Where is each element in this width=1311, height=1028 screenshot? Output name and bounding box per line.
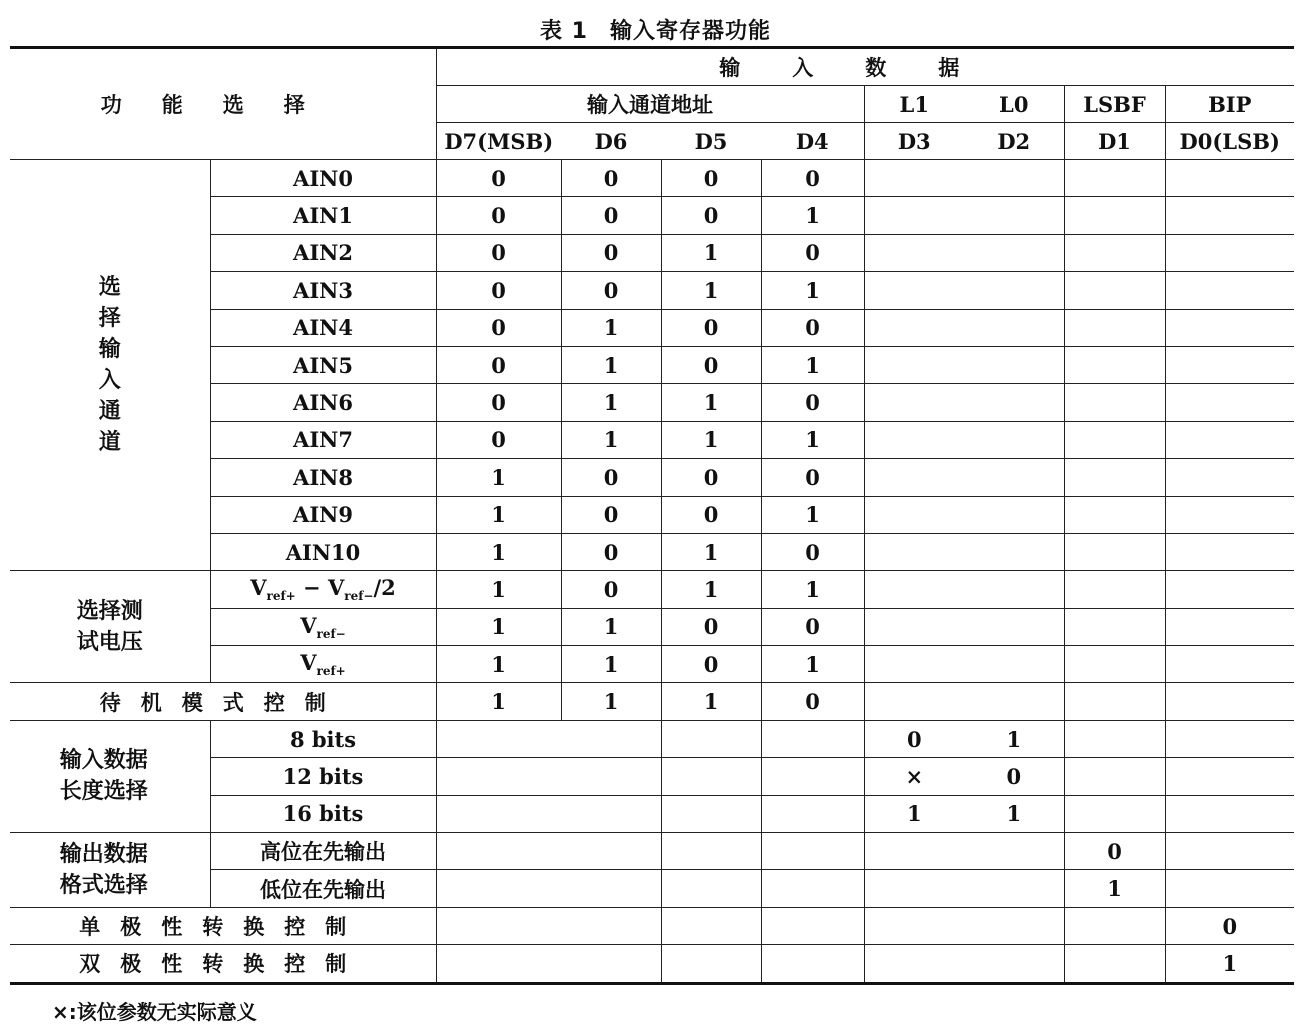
empty-cell <box>864 496 964 533</box>
empty-cell <box>864 571 964 608</box>
empty-cell <box>964 833 1064 870</box>
bit-cell: 1 <box>561 346 661 383</box>
bit-cell: 0 <box>436 272 561 309</box>
bit-cell: 1 <box>661 234 761 271</box>
bit-cell: 0 <box>661 160 761 197</box>
bit-cell: 0 <box>561 272 661 309</box>
empty-cell <box>561 870 661 907</box>
bit-cell: 1 <box>436 459 561 496</box>
empty-cell <box>1064 346 1165 383</box>
empty-cell <box>864 272 964 309</box>
table-row <box>10 571 1294 608</box>
empty-cell <box>864 646 964 683</box>
table-row <box>10 945 1294 983</box>
empty-cell <box>1165 309 1294 346</box>
bit-cell: 0 <box>561 197 661 234</box>
bit-cell: 0 <box>436 160 561 197</box>
empty-cell <box>436 907 561 944</box>
empty-cell <box>436 720 561 757</box>
empty-cell <box>864 421 964 458</box>
length-group-label: 输入数据长度选择 <box>10 720 210 832</box>
bit-cell: 0 <box>661 496 761 533</box>
empty-cell <box>1064 683 1165 720</box>
bit-cell: 0 <box>561 533 661 570</box>
empty-cell <box>864 683 964 720</box>
bit-cell: 0 <box>661 459 761 496</box>
empty-cell <box>964 907 1064 944</box>
bit-cell: 1 <box>436 533 561 570</box>
bit-cell: 0 <box>761 234 864 271</box>
bit-cell: 0 <box>761 608 864 645</box>
empty-cell <box>1064 197 1165 234</box>
bit-cell: 1 <box>561 384 661 421</box>
empty-cell <box>964 160 1064 197</box>
table-title-text: 输入寄存器功能 <box>609 19 771 44</box>
empty-cell <box>661 870 761 907</box>
empty-cell <box>1165 646 1294 683</box>
bit-cell: 0 <box>436 197 561 234</box>
empty-cell <box>1165 234 1294 271</box>
empty-cell <box>561 833 661 870</box>
empty-cell <box>661 720 761 757</box>
bit-cell: 1 <box>436 608 561 645</box>
table-row <box>10 160 1294 197</box>
empty-cell <box>1064 795 1165 832</box>
row-label: AIN10 <box>210 533 436 570</box>
bit-cell: 1 <box>436 646 561 683</box>
bit-cell: 0 <box>561 234 661 271</box>
bit-cell: 1 <box>436 496 561 533</box>
empty-cell <box>1165 384 1294 421</box>
empty-cell <box>436 945 561 983</box>
empty-cell <box>1165 459 1294 496</box>
bit-cell: 1 <box>761 421 864 458</box>
row-label: 低位在先输出 <box>210 870 436 907</box>
empty-cell <box>964 646 1064 683</box>
row-label: 16 bits <box>210 795 436 832</box>
empty-cell <box>561 945 661 983</box>
empty-cell <box>561 758 661 795</box>
empty-cell <box>436 795 561 832</box>
empty-cell <box>964 683 1064 720</box>
empty-cell <box>864 907 964 944</box>
bit-cell: 0 <box>561 459 661 496</box>
bipolar-label: 双极性转换控制 <box>10 945 436 983</box>
empty-cell <box>436 833 561 870</box>
bit-cell: 0 <box>561 496 661 533</box>
empty-cell <box>1165 421 1294 458</box>
row-label: $V_{ref-}$ <box>210 608 436 645</box>
empty-cell <box>661 795 761 832</box>
bit-cell: 1 <box>436 683 561 720</box>
empty-cell <box>1165 758 1294 795</box>
empty-cell <box>864 608 964 645</box>
empty-cell <box>1165 833 1294 870</box>
bit-cell: 0 <box>761 384 864 421</box>
bit-cell: 1 <box>761 571 864 608</box>
bit-cell: 1 <box>661 683 761 720</box>
header-row-1 <box>10 48 1294 86</box>
bit-cell: 1 <box>761 346 864 383</box>
bit-cell: 1 <box>761 646 864 683</box>
channel-group-label: 选择输入通道 <box>10 160 210 571</box>
empty-cell <box>1064 608 1165 645</box>
table-title <box>0 14 1311 45</box>
empty-cell <box>964 309 1064 346</box>
bit-cell: 0 <box>1064 833 1165 870</box>
empty-cell <box>964 384 1064 421</box>
empty-cell <box>761 758 864 795</box>
bit-cell: 0 <box>761 459 864 496</box>
empty-cell <box>964 571 1064 608</box>
table-number: 表 1 <box>540 19 588 44</box>
bit-cell: 0 <box>561 571 661 608</box>
func-select-header: 功能选择 <box>10 48 436 160</box>
bit-cell: 0 <box>761 533 864 570</box>
empty-cell <box>1064 234 1165 271</box>
empty-cell <box>1165 795 1294 832</box>
bit-header: D0(LSB) <box>1165 123 1294 160</box>
bit-cell: 0 <box>436 234 561 271</box>
empty-cell <box>661 758 761 795</box>
addr-group-header: 输入通道地址 <box>436 86 864 123</box>
bit-cell: 1 <box>561 309 661 346</box>
empty-cell <box>964 234 1064 271</box>
bit-cell: 0 <box>436 309 561 346</box>
bit-cell: 0 <box>864 720 964 757</box>
row-label: AIN5 <box>210 346 436 383</box>
bit-cell: 0 <box>661 346 761 383</box>
empty-cell <box>864 384 964 421</box>
standby-label: 待机模式控制 <box>10 683 436 720</box>
empty-cell <box>661 945 761 983</box>
l1-header: L1 <box>864 86 964 123</box>
row-label: AIN0 <box>210 160 436 197</box>
bit-cell: 0 <box>661 608 761 645</box>
bit-header: D7(MSB) <box>436 123 561 160</box>
row-label: AIN3 <box>210 272 436 309</box>
empty-cell <box>864 459 964 496</box>
bit-cell: 1 <box>761 272 864 309</box>
empty-cell <box>1165 608 1294 645</box>
row-label: AIN6 <box>210 384 436 421</box>
table-row <box>10 720 1294 757</box>
bit-cell: 0 <box>561 160 661 197</box>
bit-header: D1 <box>1064 123 1165 160</box>
row-label: AIN1 <box>210 197 436 234</box>
bit-cell: 1 <box>964 795 1064 832</box>
empty-cell <box>1064 945 1165 983</box>
bit-cell: 0 <box>436 421 561 458</box>
empty-cell <box>964 496 1064 533</box>
row-label: AIN7 <box>210 421 436 458</box>
empty-cell <box>964 272 1064 309</box>
empty-cell <box>864 833 964 870</box>
unipolar-label: 单极性转换控制 <box>10 907 436 944</box>
empty-cell <box>864 533 964 570</box>
bit-cell: 0 <box>436 384 561 421</box>
empty-cell <box>1165 496 1294 533</box>
input-data-header: 输入数据 <box>436 48 1294 86</box>
bit-cell: 1 <box>661 571 761 608</box>
bit-cell: 0 <box>661 197 761 234</box>
empty-cell <box>661 833 761 870</box>
bip-header: BIP <box>1165 86 1294 123</box>
bit-cell: 1 <box>661 272 761 309</box>
empty-cell <box>761 720 864 757</box>
empty-cell <box>436 870 561 907</box>
empty-cell <box>1165 720 1294 757</box>
row-label: AIN2 <box>210 234 436 271</box>
bit-cell: 1 <box>761 197 864 234</box>
table-row <box>10 833 1294 870</box>
bit-header: D3 <box>864 123 964 160</box>
empty-cell <box>1064 421 1165 458</box>
empty-cell <box>1064 571 1165 608</box>
empty-cell <box>1165 272 1294 309</box>
bit-cell: 0 <box>1165 907 1294 944</box>
empty-cell <box>1064 907 1165 944</box>
row-label: 8 bits <box>210 720 436 757</box>
row-label: 12 bits <box>210 758 436 795</box>
empty-cell <box>864 945 964 983</box>
empty-cell <box>1165 160 1294 197</box>
empty-cell <box>1165 533 1294 570</box>
empty-cell <box>964 197 1064 234</box>
bit-header: D2 <box>964 123 1064 160</box>
empty-cell <box>864 309 964 346</box>
footnote: ×:该位参数无实际意义 <box>52 1000 257 1024</box>
row-label: AIN8 <box>210 459 436 496</box>
bit-cell: 1 <box>964 720 1064 757</box>
empty-cell <box>1064 758 1165 795</box>
empty-cell <box>1064 160 1165 197</box>
empty-cell <box>761 870 864 907</box>
bit-cell: 0 <box>661 646 761 683</box>
empty-cell <box>1165 346 1294 383</box>
empty-cell <box>1165 683 1294 720</box>
bit-cell: 1 <box>561 646 661 683</box>
bit-cell: 1 <box>761 496 864 533</box>
empty-cell <box>1064 533 1165 570</box>
row-label: $V_{ref+}$ <box>210 646 436 683</box>
empty-cell <box>1064 384 1165 421</box>
empty-cell <box>561 720 661 757</box>
empty-cell <box>1165 571 1294 608</box>
empty-cell <box>864 234 964 271</box>
empty-cell <box>1064 496 1165 533</box>
empty-cell <box>964 533 1064 570</box>
bit-cell: 1 <box>864 795 964 832</box>
bit-cell: 1 <box>1064 870 1165 907</box>
register-table <box>10 46 1294 985</box>
format-group-label: 输出数据格式选择 <box>10 833 210 908</box>
bit-cell: 0 <box>761 160 864 197</box>
row-label: 高位在先输出 <box>210 833 436 870</box>
bit-cell: 1 <box>436 571 561 608</box>
empty-cell <box>1064 309 1165 346</box>
bit-cell: 1 <box>661 421 761 458</box>
bit-cell: 0 <box>661 309 761 346</box>
empty-cell <box>964 421 1064 458</box>
empty-cell <box>864 160 964 197</box>
row-label: AIN9 <box>210 496 436 533</box>
test-voltage-group-label: 选择测试电压 <box>10 571 210 683</box>
empty-cell <box>864 197 964 234</box>
empty-cell <box>964 608 1064 645</box>
empty-cell <box>761 907 864 944</box>
empty-cell <box>761 795 864 832</box>
l0-header: L0 <box>964 86 1064 123</box>
empty-cell <box>1064 646 1165 683</box>
row-label: AIN4 <box>210 309 436 346</box>
table-row <box>10 683 1294 720</box>
bit-cell: 1 <box>561 608 661 645</box>
bit-header: D4 <box>761 123 864 160</box>
empty-cell <box>864 870 964 907</box>
empty-cell <box>1064 459 1165 496</box>
bit-cell: × <box>864 758 964 795</box>
lsbf-header: LSBF <box>1064 86 1165 123</box>
bit-cell: 1 <box>561 421 661 458</box>
bit-cell: 1 <box>661 384 761 421</box>
bit-cell: 1 <box>1165 945 1294 983</box>
empty-cell <box>436 758 561 795</box>
empty-cell <box>1064 272 1165 309</box>
bit-cell: 1 <box>661 533 761 570</box>
empty-cell <box>964 870 1064 907</box>
empty-cell <box>864 346 964 383</box>
empty-cell <box>661 907 761 944</box>
empty-cell <box>761 945 864 983</box>
bit-cell: 0 <box>436 346 561 383</box>
empty-cell <box>964 346 1064 383</box>
empty-cell <box>964 945 1064 983</box>
empty-cell <box>761 833 864 870</box>
table-row <box>10 907 1294 944</box>
empty-cell <box>561 795 661 832</box>
bit-header: D6 <box>561 123 661 160</box>
bit-header: D5 <box>661 123 761 160</box>
bit-cell: 0 <box>964 758 1064 795</box>
bit-cell: 0 <box>761 309 864 346</box>
bit-cell: 1 <box>561 683 661 720</box>
empty-cell <box>1165 197 1294 234</box>
row-label: $V_{ref+} - V_{ref-}/2$ <box>210 571 436 608</box>
empty-cell <box>1165 870 1294 907</box>
empty-cell <box>561 907 661 944</box>
empty-cell <box>964 459 1064 496</box>
empty-cell <box>1064 720 1165 757</box>
bit-cell: 0 <box>761 683 864 720</box>
